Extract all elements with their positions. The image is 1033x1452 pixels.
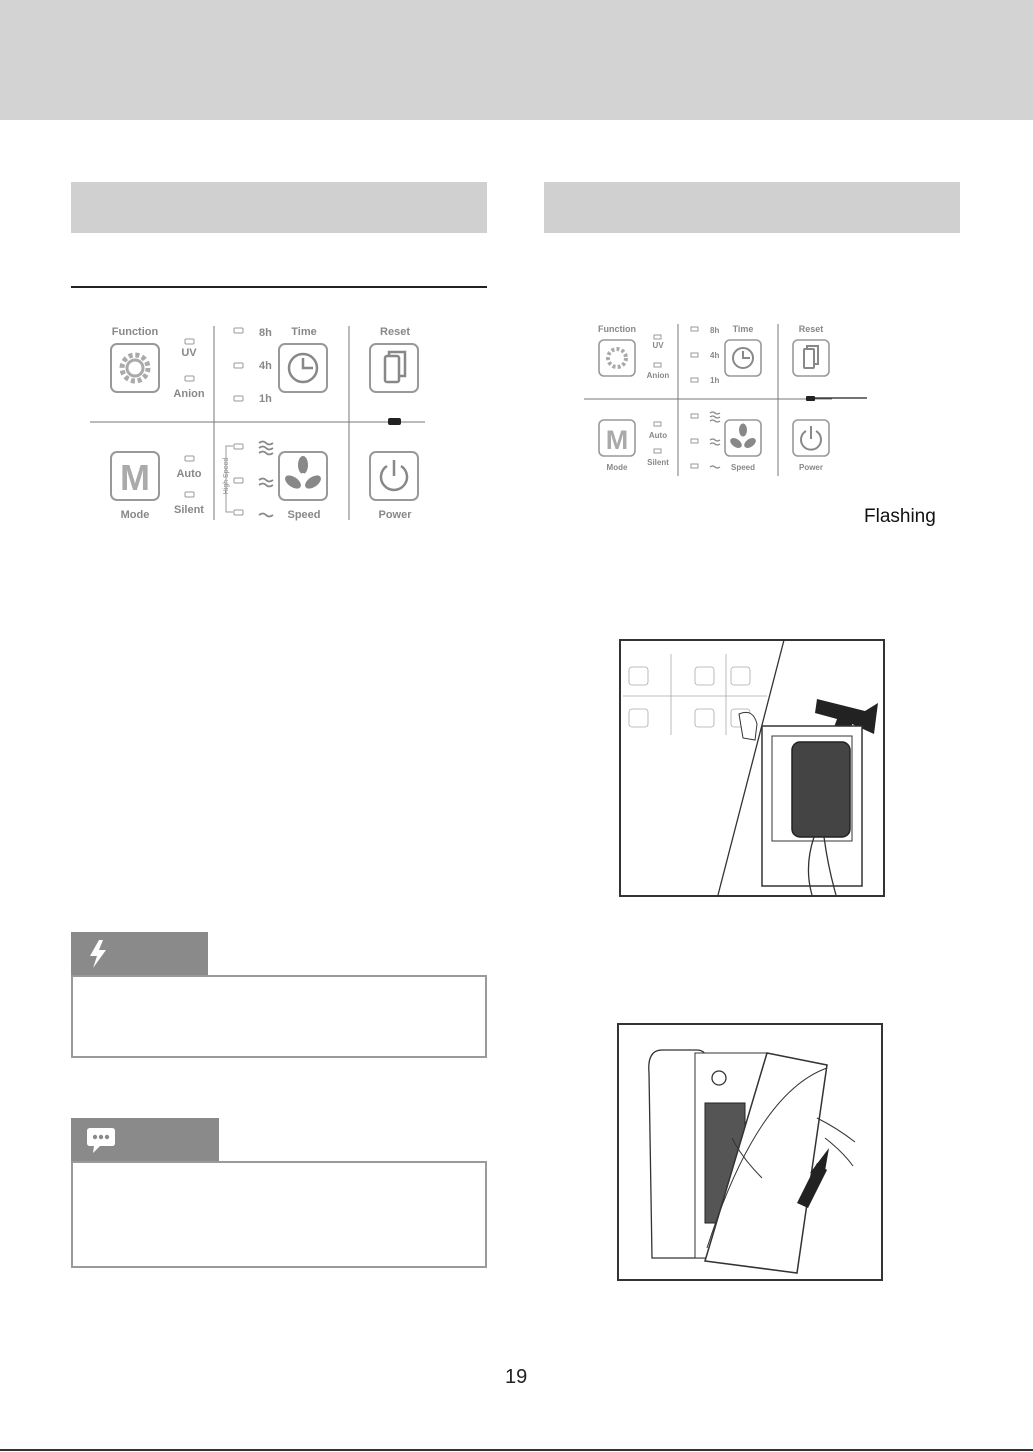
time-button[interactable] <box>279 344 327 392</box>
page-header-band <box>0 0 1033 120</box>
small-mode-button[interactable] <box>599 420 635 456</box>
reset-button[interactable] <box>370 344 418 392</box>
control-panel-large <box>85 318 435 528</box>
small-speed-button[interactable] <box>725 420 761 456</box>
function-label: Function <box>111 326 159 338</box>
function-button[interactable] <box>111 344 159 392</box>
warning-tag <box>71 932 208 975</box>
page-number: 19 <box>505 1366 528 1388</box>
small-power-label: Power <box>798 463 824 472</box>
small-time-button[interactable] <box>725 340 761 376</box>
small-mode-m-glyph: M <box>605 425 629 455</box>
note-tag <box>71 1118 219 1161</box>
small-speed-label: Speed <box>730 463 756 472</box>
mode-label: Mode <box>120 509 150 521</box>
reset-label: Reset <box>380 326 410 338</box>
power-label: Power <box>378 509 412 521</box>
small-uv-label: UV <box>652 341 664 350</box>
reset-indicator-led <box>388 418 401 425</box>
timer-8h-label: 8h <box>259 327 272 339</box>
control-panel-small <box>582 318 867 483</box>
speed-label: Speed <box>287 509 321 521</box>
front-panel-illustration <box>617 1023 883 1281</box>
small-auto-label: Auto <box>648 431 668 440</box>
unplug-illustration <box>619 639 885 897</box>
time-label: Time <box>291 326 317 338</box>
small-1h-label: 1h <box>710 376 720 385</box>
auto-label: Auto <box>176 468 202 480</box>
speech-bubble-icon <box>85 1126 117 1156</box>
small-function-label: Function <box>598 324 636 334</box>
small-anion-label: Anion <box>646 371 670 380</box>
timer-1h-label: 1h <box>259 393 272 405</box>
warning-box <box>71 975 487 1058</box>
note-box <box>71 1161 487 1268</box>
small-4h-label: 4h <box>710 351 720 360</box>
right-section-header <box>544 182 960 233</box>
speed-button[interactable] <box>279 452 327 500</box>
high-speed-label: High Speed <box>223 457 230 495</box>
wind-speed-symbols <box>259 442 273 517</box>
small-silent-label: Silent <box>647 458 669 467</box>
flashing-label: Flashing <box>864 506 936 527</box>
small-time-label: Time <box>732 324 754 334</box>
left-divider-rule <box>71 286 487 288</box>
anion-label: Anion <box>173 388 205 400</box>
small-8h-label: 8h <box>710 326 720 335</box>
small-reset-label: Reset <box>798 324 824 334</box>
small-function-button[interactable] <box>599 340 635 376</box>
small-mode-label: Mode <box>606 463 628 472</box>
timer-4h-label: 4h <box>259 360 272 372</box>
power-button[interactable] <box>370 452 418 500</box>
silent-label: Silent <box>174 504 204 516</box>
mode-m-glyph: M <box>120 457 150 498</box>
left-section-header <box>71 182 487 233</box>
uv-label: UV <box>181 347 197 359</box>
bottom-edge-line <box>0 1449 1033 1451</box>
small-reset-button[interactable] <box>793 340 829 376</box>
mode-button[interactable] <box>111 452 159 500</box>
lightning-icon <box>87 939 109 969</box>
small-power-button[interactable] <box>793 420 829 456</box>
small-reset-indicator <box>806 396 815 401</box>
